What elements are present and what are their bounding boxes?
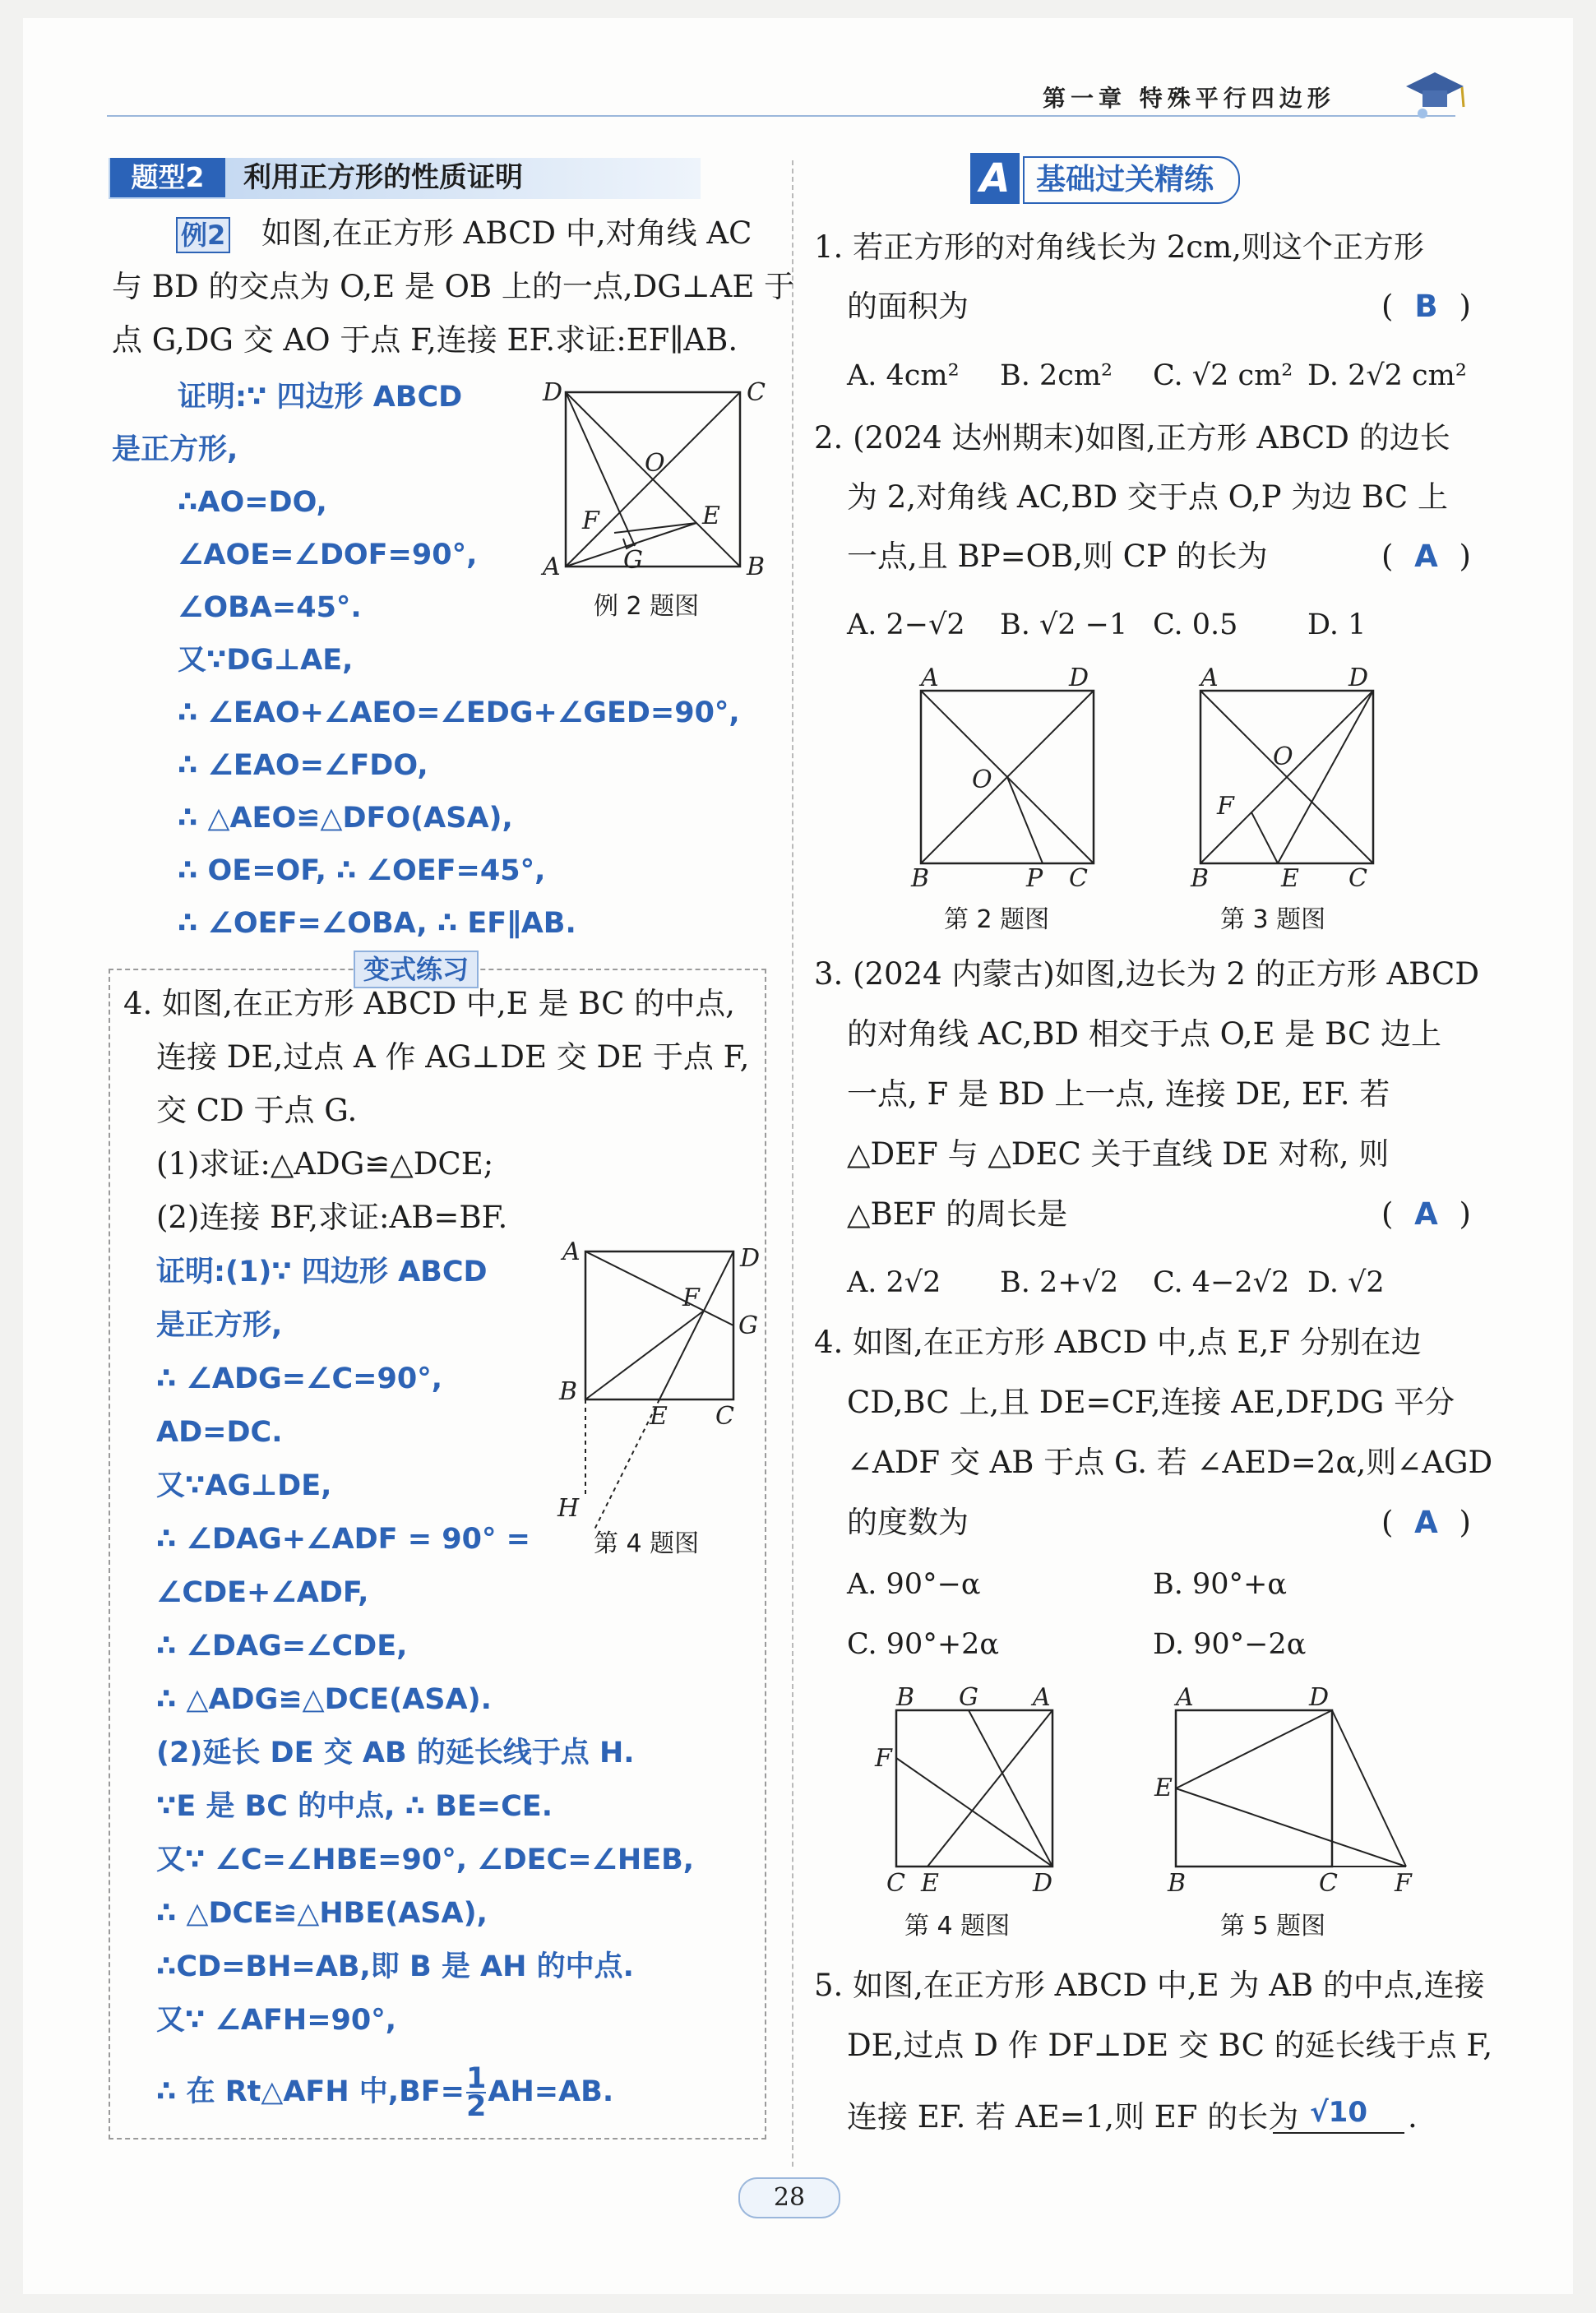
practice-proof-line: ∴ ∠DAG=∠CDE, <box>156 1630 408 1663</box>
right-section-title: 基础过关精练 <box>1023 156 1240 204</box>
q4-line: 的度数为 <box>847 1505 969 1540</box>
fig-label: B <box>559 1377 578 1406</box>
q4-line: 4. 如图,在正方形 ABCD 中,点 E,F 分别在边 <box>814 1325 1422 1360</box>
practice-proof-line: 证明:(1)∵ 四边形 ABCD <box>156 1256 488 1288</box>
fig-label: P <box>1026 864 1043 888</box>
q2-option: B. √2 −1 <box>1000 608 1128 641</box>
q4-line: ∠ADF 交 AB 于点 G. 若 ∠AED=2α,则∠AGD <box>847 1445 1493 1480</box>
practice-line: (2)连接 BF,求证:AB=BF. <box>156 1200 508 1235</box>
proof-line: ∴ OE=OF, ∴ ∠OEF=45°, <box>178 854 546 887</box>
q5-answer: √10 <box>1273 2093 1404 2134</box>
q5-figure <box>1143 1686 1423 1908</box>
proof-line: ∴AO=DO, <box>178 486 327 519</box>
fig-label: O <box>972 766 992 794</box>
fig-label: G <box>959 1686 978 1712</box>
q3-option: D. √2 <box>1307 1266 1385 1299</box>
practice-proof-line: ∠CDE+∠ADF, <box>156 1576 369 1609</box>
fig-label: G <box>623 546 643 575</box>
q3-option: C. 4−2√2 <box>1153 1266 1290 1299</box>
fig-label: A <box>543 553 561 581</box>
practice-proof-line: ∵E 是 BC 的中点, ∴ BE=CE. <box>156 1790 553 1823</box>
fig-label: O <box>1273 742 1293 771</box>
practice-line: 4. 如图,在正方形 ABCD 中,E 是 BC 的中点, <box>123 986 735 1021</box>
fig-label: H <box>557 1494 580 1523</box>
practice-proof-line: 又∵ ∠AFH=90°, <box>156 2004 397 2037</box>
practice-proof-line: ∴ ∠DAG+∠ADF = 90° = <box>156 1523 530 1556</box>
q2-answer-paren: ( A ) <box>1381 536 1471 577</box>
q5-line: DE,过点 D 作 DF⊥DE 交 BC 的延长线于点 F, <box>847 2028 1493 2063</box>
q2-line: 2. (2024 达州期末)如图,正方形 ABCD 的边长 <box>814 420 1450 456</box>
fig-label: A <box>921 666 939 692</box>
q1-option: C. √2 cm² <box>1153 359 1293 392</box>
q3-option: A. 2√2 <box>847 1266 941 1299</box>
q4-figure <box>872 1686 1069 1908</box>
q2-option: A. 2−√2 <box>847 608 965 641</box>
proof-line: ∴ ∠EAO+∠AEO=∠EDG+∠GED=90°, <box>178 696 740 729</box>
q3-line: 3. (2024 内蒙古)如图,边长为 2 的正方形 ABCD <box>814 956 1480 992</box>
fig-label: C <box>715 1402 734 1431</box>
proof-line: 是正方形, <box>112 433 238 466</box>
fig-label: B <box>747 553 766 581</box>
q4-option: B. 90°+α <box>1153 1568 1287 1601</box>
fig-label: A <box>1200 666 1219 692</box>
practice-line: (1)求证:△ADG≌△DCE; <box>156 1146 494 1182</box>
fig-label: B <box>896 1686 915 1712</box>
example-label: 例2 <box>176 217 230 253</box>
proof-last-suffix: AH=AB. <box>488 2075 614 2108</box>
q5-line: 连接 EF. 若 AE=1,则 EF 的长为 <box>847 2099 1299 2135</box>
q2-line: 为 2,对角线 AC,BD 交于点 O,P 为边 BC 上 <box>847 479 1448 515</box>
q3-line: 的对角线 AC,BD 相交于点 O,E 是 BC 边上 <box>847 1016 1442 1052</box>
q4-answer: A <box>1414 1505 1438 1540</box>
fig-label: F <box>875 1744 892 1773</box>
q4-option: A. 90°−α <box>847 1568 981 1601</box>
practice-proof-line: ∴ △DCE≌△HBE(ASA), <box>156 1897 488 1930</box>
fig-label: B <box>1191 864 1210 888</box>
q2-answer: A <box>1414 539 1438 574</box>
q1-option: D. 2√2 cm² <box>1307 359 1467 392</box>
example-line: 点 G,DG 交 AO 于点 F,连接 EF.求证:EF∥AB. <box>112 322 738 358</box>
q2-line: 一点,且 BP=OB,则 CP 的长为 <box>847 539 1268 574</box>
q4-line: CD,BC 上,且 DE=CF,连接 AE,DF,DG 平分 <box>847 1385 1455 1420</box>
fig-label: C <box>747 378 766 407</box>
practice-proof-line: ∴ ∠ADG=∠C=90°, <box>156 1362 443 1395</box>
proof-line: ∴ ∠OEF=∠OBA, ∴ EF∥AB. <box>178 907 576 940</box>
chapter-header: 第一章 特殊平行四边形 <box>1043 85 1335 112</box>
page-number: 28 <box>738 2177 840 2218</box>
q3-line: △BEF 的周长是 <box>847 1196 1068 1232</box>
q5-line: 5. 如图,在正方形 ABCD 中,E 为 AB 的中点,连接 <box>814 1968 1485 2003</box>
q1-option: B. 2cm² <box>1000 359 1113 392</box>
practice-proof-line: AD=DC. <box>156 1416 283 1449</box>
fig-label: F <box>582 507 599 535</box>
practice-proof-line: ∴ △ADG≌△DCE(ASA). <box>156 1683 492 1716</box>
q4-caption: 第 4 题图 <box>904 1912 1011 1941</box>
q1-answer: B <box>1414 289 1438 324</box>
practice-proof-line: 又∵AG⊥DE, <box>156 1469 332 1502</box>
fig2-figure <box>904 666 1118 888</box>
proof-line: 证明:∵ 四边形 ABCD <box>178 381 463 414</box>
column-divider <box>792 160 793 2167</box>
practice-proof-line: (2)延长 DE 交 AB 的延长线于点 H. <box>156 1737 635 1769</box>
q3-answer: A <box>1414 1196 1438 1232</box>
fig-label: F <box>1395 1869 1412 1898</box>
fig-label: G <box>738 1311 758 1340</box>
proof-line: ∠AOE=∠DOF=90°, <box>178 539 478 571</box>
q1-option: A. 4cm² <box>847 359 960 392</box>
example2-caption: 例 2 题图 <box>594 592 700 621</box>
fig3-caption: 第 3 题图 <box>1220 905 1326 934</box>
section-tag: 题型2 <box>110 158 225 197</box>
example-line: 与 BD 的交点为 O,E 是 OB 上的一点,DG⊥AE 于 <box>112 269 795 304</box>
practice-line: 交 CD 于点 G. <box>156 1093 358 1128</box>
fraction-num: 1 <box>466 2062 487 2095</box>
proof-line: 又∵DG⊥AE, <box>178 644 354 677</box>
fig-label: B <box>1168 1869 1187 1898</box>
fig-label: C <box>1349 864 1367 888</box>
practice-tag: 变式练习 <box>354 951 479 988</box>
proof-line: ∠OBA=45°. <box>178 591 362 624</box>
q1-line: 的面积为 <box>847 289 969 324</box>
proof-last-prefix: ∴ 在 Rt△AFH 中,BF= <box>156 2075 465 2108</box>
fig-label: E <box>1281 864 1299 888</box>
fig-label: C <box>1319 1869 1338 1898</box>
q4-option: D. 90°−2α <box>1153 1628 1307 1661</box>
example-line: 如图,在正方形 ABCD 中,对角线 AC <box>261 215 752 251</box>
fig-label: D <box>1033 1869 1053 1898</box>
q2-option: C. 0.5 <box>1153 608 1238 641</box>
fig-label: E <box>1154 1774 1173 1802</box>
q5-end: . <box>1408 2099 1418 2135</box>
q3-answer-paren: ( A ) <box>1381 1194 1471 1235</box>
fig-label: A <box>1176 1686 1194 1712</box>
q4-option: C. 90°+2α <box>847 1628 1000 1661</box>
section-badge: A <box>970 153 1020 204</box>
fig-label: D <box>1069 666 1089 692</box>
fig-label: F <box>1217 792 1234 821</box>
practice4-figure <box>551 1233 773 1529</box>
fraction <box>466 2062 487 2123</box>
fig-label: E <box>921 1869 939 1898</box>
fig-label: C <box>886 1869 905 1898</box>
fig3-figure <box>1184 666 1398 888</box>
practice-line: 连接 DE,过点 A 作 AG⊥DE 交 DE 于点 F, <box>156 1039 750 1075</box>
fig-label: D <box>543 378 563 407</box>
q3-line: 一点, F 是 BD 上一点, 连接 DE, EF. 若 <box>847 1076 1390 1112</box>
q3-option: B. 2+√2 <box>1000 1266 1119 1299</box>
proof-line: ∴ △AEO≌△DFO(ASA), <box>178 802 513 835</box>
example2-figure <box>534 374 781 588</box>
q5-caption: 第 5 题图 <box>1220 1912 1326 1941</box>
proof-line: ∴ ∠EAO=∠FDO, <box>178 749 428 782</box>
fig-label: D <box>1309 1686 1330 1712</box>
fig-label: A <box>562 1237 581 1266</box>
fig-label: D <box>740 1244 761 1273</box>
fig-label: E <box>650 1402 668 1431</box>
fig2-caption: 第 2 题图 <box>944 905 1050 934</box>
practice-proof-line: ∴CD=BH=AB,即 B 是 AH 的中点. <box>156 1950 634 1983</box>
section-title: 利用正方形的性质证明 <box>243 161 523 194</box>
fig-label: F <box>682 1284 700 1312</box>
q3-line: △DEF 与 △DEC 关于直线 DE 对称, 则 <box>847 1136 1390 1172</box>
fraction-den: 2 <box>466 2090 487 2123</box>
scholar-cap-icon <box>1398 58 1472 123</box>
practice-proof-last <box>156 2062 614 2123</box>
q1-answer-paren: ( B ) <box>1381 286 1471 327</box>
fig-label: B <box>911 864 930 888</box>
practice4-caption: 第 4 题图 <box>594 1529 700 1558</box>
q2-option: D. 1 <box>1307 608 1367 641</box>
fig-label: E <box>702 502 720 530</box>
fig-label: A <box>1033 1686 1051 1712</box>
q1-line: 1. 若正方形的对角线长为 2cm,则这个正方形 <box>814 229 1424 265</box>
q4-answer-paren: ( A ) <box>1381 1502 1471 1543</box>
fig-label: O <box>645 449 665 478</box>
practice-proof-line: 又∵ ∠C=∠HBE=90°, ∠DEC=∠HEB, <box>156 1843 695 1876</box>
fig-label: D <box>1349 666 1369 692</box>
header-rule <box>107 115 1455 117</box>
fig-label: C <box>1069 864 1088 888</box>
practice-proof-line: 是正方形, <box>156 1309 283 1342</box>
